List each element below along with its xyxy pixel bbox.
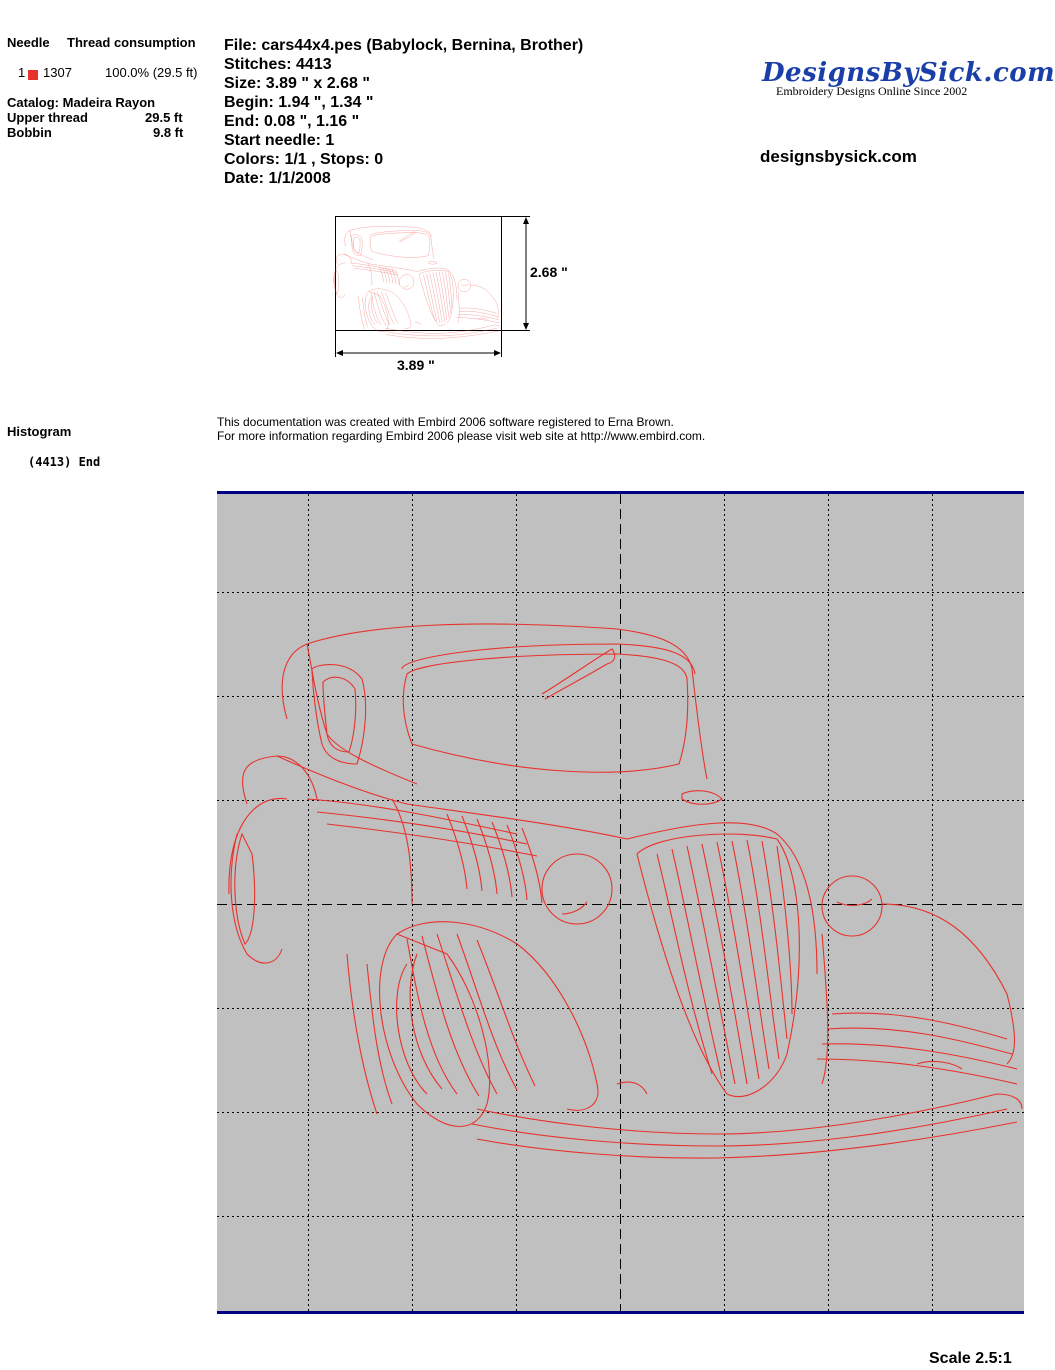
stitch-path [397,964,427,1094]
software-note-line2: For more information regarding Embird 2006 please visit web site at http://www.embird.com. [217,429,706,443]
stitch-path [917,1062,962,1069]
website-link[interactable]: designsbysick.com [760,147,917,166]
thread-code: 1307 [43,65,72,80]
upper-thread-label: Upper thread [7,110,88,125]
stitch-path [882,904,1015,1064]
stitch-path [627,823,817,974]
software-note [217,415,705,443]
design-date: Date: 1/1/2008 [224,170,331,187]
begin-point: Begin: 1.94 ", 1.34 " [224,94,374,111]
upper-thread-value: 29.5 ft [145,110,183,125]
stitch-path [477,819,497,894]
stitch-path [231,834,282,963]
stitch-path [492,822,512,897]
scale-label: Scale 2.5:1 [929,1350,1012,1367]
design-thumbnail [334,215,584,380]
stitch-path [562,902,587,914]
thread-catalog: Catalog: Madeira Rayon [7,95,156,110]
stitch-path [437,934,497,1094]
thumbnail-height-label: 2.68 " [530,264,568,280]
stitch-path [507,825,527,900]
stitch-path [242,756,317,804]
thumbnail-svg [334,215,584,375]
stitch-path [617,1082,647,1094]
stitch-path [282,624,707,779]
histogram-title: Histogram [7,424,72,439]
file-name: File: cars44x4.pes (Babylock, Bernina, Brother) [224,37,584,54]
thumbnail-width-label: 3.89 " [397,357,435,373]
end-point: End: 0.08 ", 1.16 " [224,113,360,130]
design-size: Size: 3.89 " x 2.68 " [224,75,370,92]
stitch-count: Stitches: 4413 [224,56,332,73]
bobbin-value: 9.8 ft [153,125,184,140]
stitch-path [687,846,735,1084]
stitch-path [817,1059,1017,1084]
stitch-path [323,677,356,752]
stitch-path [447,814,467,889]
stitch-path [235,834,255,944]
center-axes [217,494,1024,1311]
stitch-path [657,854,712,1074]
colors-stops: Colors: 1/1 , Stops: 0 [224,151,384,168]
stitch-path [747,840,779,1059]
stitch-path [462,816,482,891]
stitch-path [477,1122,1017,1158]
bobbin-label: Bobbin [7,125,52,140]
design-canvas [217,491,1024,1314]
stitch-path [477,940,535,1086]
histogram-entry: (4413) End [28,455,101,469]
stitch-path [347,954,377,1114]
stitch-path [457,934,517,1090]
embroidery-design-car [229,624,1022,1158]
stitch-path [672,849,722,1079]
thread-consumption-value: 100.0% (29.5 ft) [105,65,198,80]
stitch-path [386,331,499,339]
stitch-path [422,936,479,1096]
stitch-path [777,846,792,1014]
needle-number: 1 [18,65,26,80]
stitch-path [397,922,598,1111]
stitch-path [410,954,442,1089]
design-canvas-svg [217,494,1024,1311]
stitch-path [403,654,687,772]
stitch-path [522,828,542,903]
stitch-path [477,1094,1022,1134]
needle-header: Needle [7,35,50,50]
logo [762,58,1055,99]
stitch-path [402,644,695,674]
stitch-path [229,798,287,894]
stitch-path [542,649,615,699]
stitch-path [682,791,722,805]
stitch-path [312,665,366,764]
thread-color-swatch [28,66,38,84]
logo-wordmark: DesignsBySick.com [762,58,1055,88]
stitch-path [472,1109,1007,1146]
software-note-line1: This documentation was created with Embird 2006 software registered to Erna Brown. [217,415,674,429]
logo-tagline: Embroidery Designs Online Since 2002 [776,84,968,98]
design-info [224,36,583,188]
thread-consumption-header: Thread consumption [67,35,196,50]
stitch-path [380,934,490,1127]
start-needle: Start needle: 1 [224,132,335,149]
stitch-path [392,799,412,904]
stitch-path [542,854,612,924]
stitch-path [832,1013,1007,1039]
stitch-path [762,841,787,1039]
